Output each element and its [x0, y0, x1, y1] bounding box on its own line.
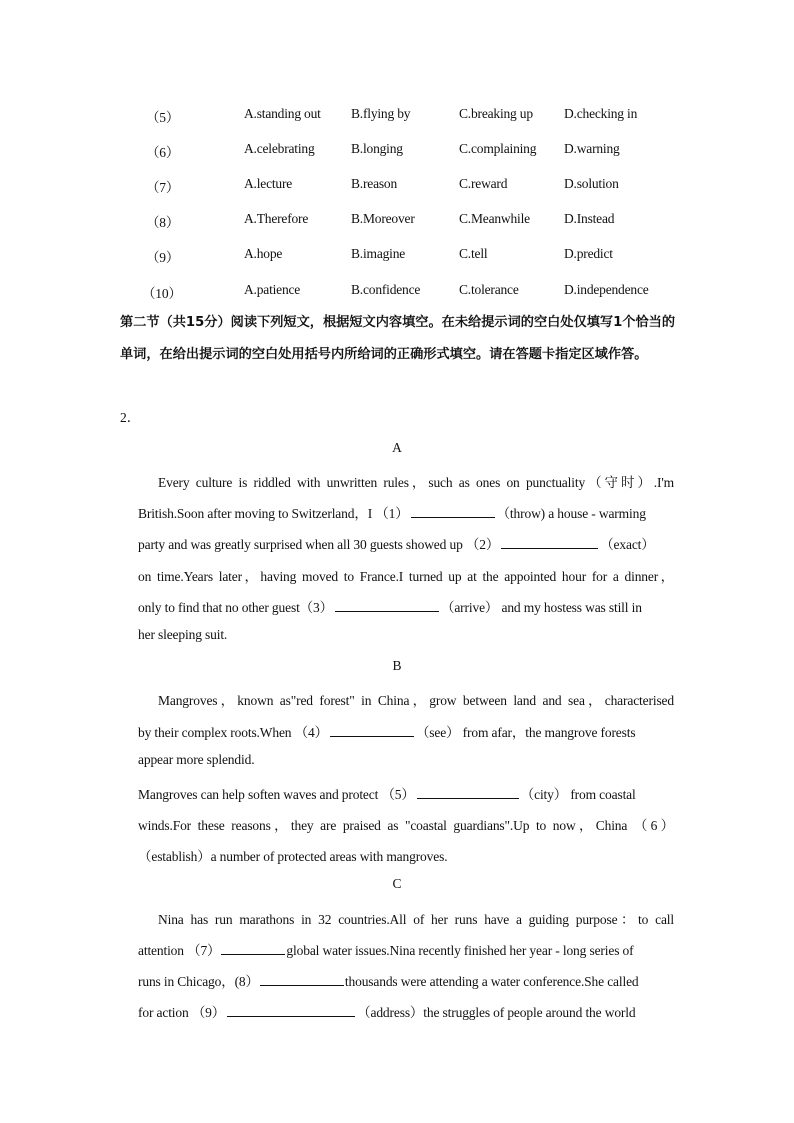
option-number: （9） — [146, 250, 180, 265]
passage-a-title: A — [392, 440, 402, 455]
passage-line: Mangroves can help soften waves and protect （5） （city） from coastal — [138, 787, 636, 802]
option-a: A.hope — [244, 246, 283, 261]
passage-b-title: B — [392, 658, 402, 673]
passage-line: party and was greatly surprised when all 30 guests showed up （2） （exact） — [138, 537, 655, 552]
option-c: C.reward — [459, 176, 508, 191]
blank-4[interactable] — [330, 724, 414, 737]
passage-line: Nina has run marathons in 32 countries.All of her runs have a guiding purpose：to call — [158, 912, 674, 927]
passage-line: appear more splendid. — [138, 752, 255, 767]
option-b: B.imagine — [351, 246, 406, 261]
option-a: A.lecture — [244, 176, 293, 191]
option-a: A.celebrating — [244, 141, 315, 156]
option-row — [0, 106, 794, 128]
blank-5[interactable] — [417, 786, 519, 799]
option-c: C.Meanwhile — [459, 211, 530, 226]
passage-line: her sleeping suit. — [138, 627, 228, 642]
option-c: C.tolerance — [459, 282, 519, 297]
blank-7[interactable] — [221, 942, 285, 955]
passage-c-title: C — [392, 876, 402, 891]
option-row — [0, 246, 794, 268]
passage-line: attention （7） global water issues.Nina recently finished her year - long series of — [138, 943, 634, 958]
option-b: B.Moreover — [351, 211, 415, 226]
passage-line: for action （9） （address）the struggles of people around the world — [138, 1005, 636, 1020]
option-a: A.standing out — [244, 106, 321, 121]
passage-line: winds.For these reasons，they are praised as "coastal guardians".Up to now，China （6） — [138, 818, 674, 833]
option-row — [0, 211, 794, 233]
option-c: C.breaking up — [459, 106, 533, 121]
option-c: C.tell — [459, 246, 488, 261]
option-row — [0, 176, 794, 198]
blank-8[interactable] — [260, 973, 344, 986]
blank-3[interactable] — [335, 599, 439, 612]
passage-line: by their complex roots.When （4） （see） from afar，the mangrove forests — [138, 725, 636, 740]
option-b: B.flying by — [351, 106, 411, 121]
option-d: D.predict — [564, 246, 613, 261]
option-d: D.solution — [564, 176, 619, 191]
blank-2[interactable] — [501, 536, 598, 549]
option-row — [0, 282, 794, 304]
option-b: B.confidence — [351, 282, 421, 297]
option-c: C.complaining — [459, 141, 537, 156]
section-instructions: 第二节（共15分）阅读下列短文，根据短文内容填空。在未给提示词的空白处仅填写1个恰当的单词，在给出提示词的空白处用括号内所给词的正确形式填空。请在答题卡指定区域作答。 — [120, 315, 676, 362]
option-number: （8） — [146, 215, 180, 230]
passage-line: runs in Chicago，(8） thousands were attending a water conference.She called — [138, 974, 639, 989]
option-number: （7） — [146, 180, 180, 195]
option-d: D.independence — [564, 282, 649, 297]
blank-9[interactable] — [227, 1004, 355, 1017]
option-d: D.warning — [564, 141, 620, 156]
blank-1[interactable] — [411, 505, 495, 518]
option-d: D.Instead — [564, 211, 615, 226]
passage-line: （establish）a number of protected areas with mangroves. — [138, 849, 448, 864]
passage-line: only to find that no other guest（3） （arrive） and my hostess was still in — [138, 600, 642, 615]
option-b: B.longing — [351, 141, 403, 156]
passage-line: on time.Years later，having moved to France.I turned up at the appointed hour for a dinner， — [138, 569, 674, 584]
option-a: A.patience — [244, 282, 301, 297]
option-a: A.Therefore — [244, 211, 309, 226]
question-number: 2． — [120, 410, 141, 425]
passage-line: Mangroves，known as"red forest" in China，grow between land and sea，characterised — [158, 693, 674, 708]
option-number: （5） — [146, 110, 180, 125]
option-row — [0, 141, 794, 163]
option-d: D.checking in — [564, 106, 638, 121]
option-b: B.reason — [351, 176, 398, 191]
option-number: （10） — [142, 286, 182, 301]
option-number: （6） — [146, 145, 180, 160]
passage-line: British.Soon after moving to Switzerland，I （1） （throw) a house - warming — [138, 506, 646, 521]
passage-line: Every culture is riddled with unwritten rules，such as ones on punctuality（守时）.I'm — [158, 475, 674, 490]
